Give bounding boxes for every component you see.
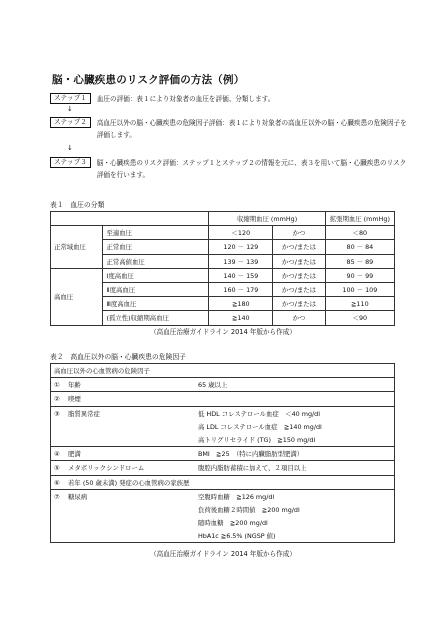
bp-class-name: Ⅲ度高血圧 (103, 297, 209, 311)
item-number: ⑥ (54, 478, 60, 487)
table-cell (51, 212, 209, 226)
systolic-value: ≧140 (209, 311, 273, 325)
step-3-label: ステップ３ (50, 157, 91, 168)
table-cell (51, 420, 196, 433)
table-cell (51, 516, 196, 529)
item-number: ① (54, 381, 60, 390)
systolic-value: 160 － 179 (209, 282, 273, 296)
table1-caption: 表１ 血圧の分類 (50, 201, 105, 209)
risk-factor-name (51, 392, 196, 406)
diastolic-value: ＜90 (325, 311, 394, 325)
table-row (51, 447, 395, 461)
bp-class-name: Ⅰ度高血圧 (103, 268, 209, 282)
table-row (51, 420, 395, 433)
step-1-text: 血圧の評価：表１により対象者の血圧を評価、分類します。 (96, 95, 275, 103)
risk-factor-detail: 随時血糖 ≧200 mg/dl (195, 516, 395, 529)
systolic-value: 139 － 139 (209, 254, 273, 268)
table-row (51, 406, 395, 420)
bp-class-name: 至適血圧 (103, 226, 209, 240)
step-1 (50, 93, 412, 105)
risk-factor-name (51, 447, 196, 461)
bp-class-name: 正常血圧 (103, 240, 209, 254)
table-row (51, 489, 395, 503)
conjunction: かつ (273, 311, 325, 325)
bp-class-name: Ⅱ度高血圧 (103, 282, 209, 296)
risk-factor-name (51, 489, 196, 503)
diastolic-value: ＜80 (325, 226, 394, 240)
table1-source: （高血圧治療ガイドライン 2014 年版から作成） (150, 328, 296, 336)
risk-factor-label: 喫煙 (68, 395, 81, 404)
conjunction: かつ/または (273, 282, 325, 296)
category-hypertension: 高血圧 (51, 268, 103, 325)
risk-factor-detail: 低 HDL コレステロール血症 ＜40 mg/dl (195, 406, 395, 420)
diastolic-value: 80 － 84 (325, 240, 394, 254)
diastolic-value: ≧110 (325, 297, 394, 311)
table-row (51, 226, 395, 240)
table-row (51, 240, 395, 254)
systolic-value: ≧180 (209, 297, 273, 311)
risk-factor-detail: HbA1c ≧6.5% (NGSP 値) (195, 529, 395, 543)
table-row (51, 268, 395, 282)
table-row (51, 516, 395, 529)
bp-class-name: (孤立性)収縮期高血圧 (103, 311, 209, 325)
risk-factor-label: 脂質異常症 (68, 409, 100, 418)
diastolic-value: 85 － 89 (325, 254, 394, 268)
table-row (51, 282, 395, 296)
step-3 (50, 157, 412, 181)
item-number: ③ (54, 409, 60, 418)
table2-caption: 表２ 高血圧以外の脳・心臓疾患の危険因子 (50, 353, 186, 361)
table-row (51, 529, 395, 543)
arrow-icon: ↓ (67, 144, 73, 152)
risk-factor-detail (195, 392, 395, 406)
conjunction: かつ/または (273, 240, 325, 254)
table-row (51, 503, 395, 516)
item-number: ④ (54, 450, 60, 459)
risk-factor-detail: 高トリグリセライド (TG) ≧150 mg/dl (195, 433, 395, 447)
table-row (51, 378, 395, 392)
diastolic-value: 100 － 109 (325, 282, 394, 296)
diastolic-header: 拡張期血圧 (mmHg) (325, 212, 394, 226)
conjunction: かつ/または (273, 254, 325, 268)
risk-factor-detail: 腹腔内脂肪蓄積に加えて、２項目以上 (195, 461, 395, 475)
risk-factor-label: 若年 (50 歳未満) 発症の心血管病の家族歴 (68, 478, 190, 487)
systolic-header: 収縮期血圧 (mmHg) (209, 212, 325, 226)
table-row (51, 433, 395, 447)
risk-factor-detail: 負荷後血糖２時間値 ≧200 mg/dl (195, 503, 395, 516)
table-cell (51, 433, 196, 447)
risk-factor-detail: 65 歳以上 (195, 378, 395, 392)
systolic-value: 140 － 159 (209, 268, 273, 282)
page-title: 脳・心臓疾患のリスク評価の方法（例） (52, 74, 245, 86)
step-2 (50, 117, 412, 141)
step-3-text: 脳・心臓疾患のリスク評価：ステップ１とステップ２の情報を元に、表３を用いて脳・心臓疾患のリスク評価を行います。 (96, 159, 407, 179)
step-2-label: ステップ２ (50, 117, 91, 128)
risk-factor-table (50, 363, 395, 543)
table-cell (51, 529, 196, 543)
conjunction: かつ/または (273, 268, 325, 282)
risk-factor-name (51, 461, 196, 475)
step-1-label: ステップ１ (50, 93, 91, 104)
risk-factor-label: メタボリックシンドローム (68, 464, 145, 473)
risk-factor-detail: 空腹時血糖 ≧126 mg/dl (195, 489, 395, 503)
table-row (51, 297, 395, 311)
blood-pressure-table (50, 211, 395, 326)
risk-factor-label: 糖尿病 (68, 492, 88, 501)
table-row (51, 392, 395, 406)
systolic-value: ＜120 (209, 226, 273, 240)
category-normal: 正常域血圧 (51, 226, 103, 269)
table-row (51, 311, 395, 325)
table-cell (51, 503, 196, 516)
risk-factor-label: 肥満 (68, 450, 81, 459)
risk-factor-name (51, 475, 395, 489)
step-2-text: 高血圧以外の脳・心臓疾患の危険因子評価：表１により対象者の高血圧以外の脳・心臓疾患の危険因子を評価します。 (96, 119, 407, 139)
item-number: ⑤ (54, 464, 60, 473)
risk-factor-header: 高血圧以外の心血管病の危険因子 (51, 364, 395, 378)
risk-factor-name (51, 378, 196, 392)
table-header-row (51, 364, 395, 378)
risk-factor-label: 年齢 (68, 381, 81, 390)
table-header-row (51, 212, 395, 226)
diastolic-value: 90 － 99 (325, 268, 394, 282)
systolic-value: 120 － 129 (209, 240, 273, 254)
bp-class-name: 正常高値血圧 (103, 254, 209, 268)
risk-factor-detail: 高 LDL コレステロール血症 ≧140 mg/dl (195, 420, 395, 433)
conjunction: かつ (273, 226, 325, 240)
risk-factor-name (51, 406, 196, 420)
risk-factor-detail: BMI ≧25 （特に内臓脂肪型肥満） (195, 447, 395, 461)
item-number: ② (54, 395, 60, 404)
table-row (51, 254, 395, 268)
item-number: ⑦ (54, 492, 60, 501)
table-row (51, 475, 395, 489)
table-row (51, 461, 395, 475)
arrow-icon: ↓ (67, 105, 73, 113)
table2-source: （高血圧治療ガイドライン 2014 年版から作成） (150, 550, 296, 558)
conjunction: かつ/または (273, 297, 325, 311)
